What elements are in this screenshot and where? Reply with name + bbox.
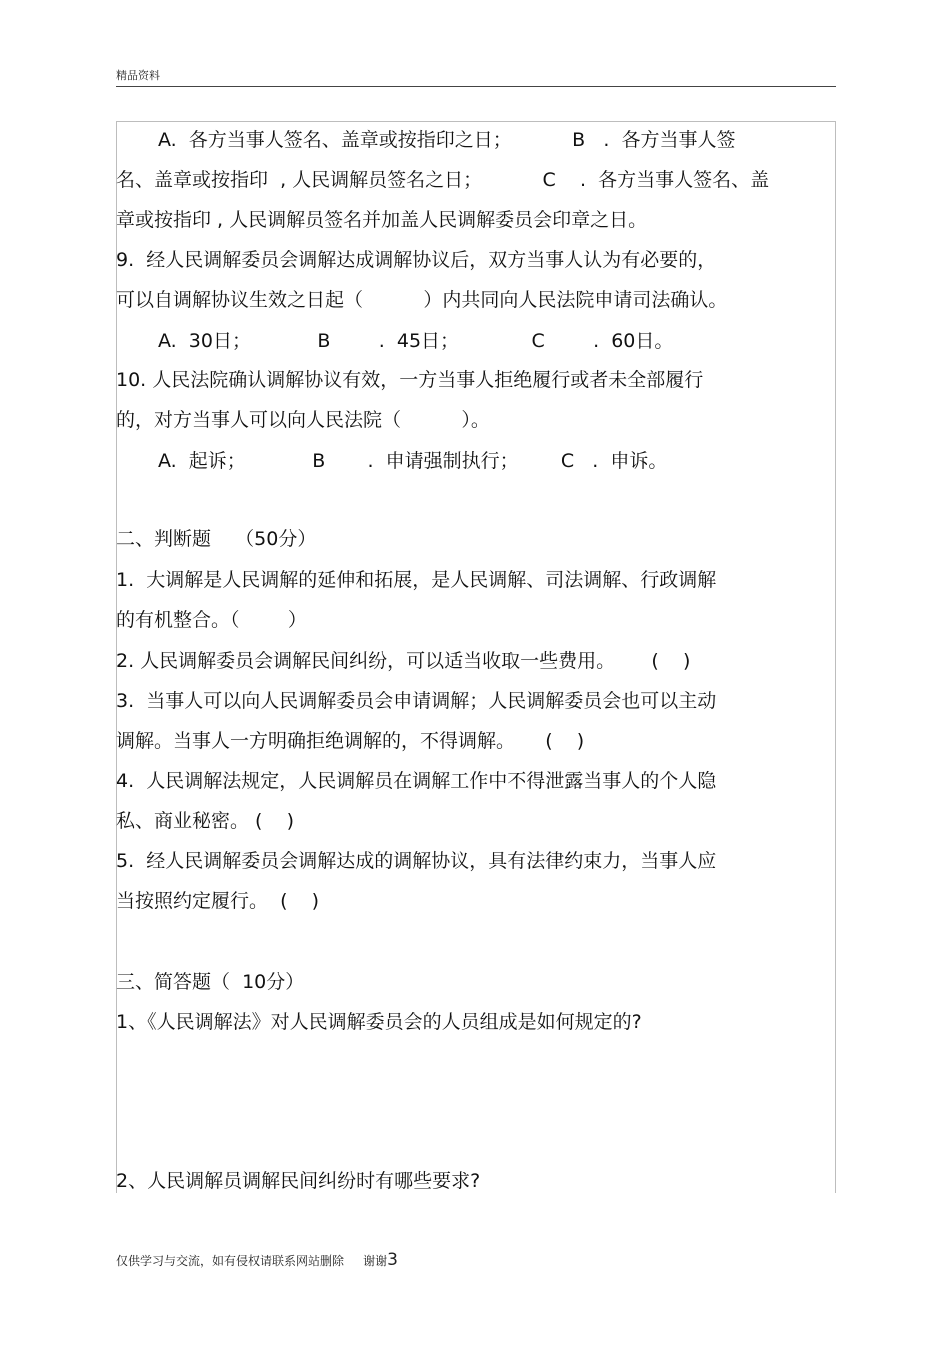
q8-option-c-end: 章或按指印 , 人民调解员签名并加盖人民调解委员会印章之日。 (116, 209, 648, 231)
content-frame-top (116, 121, 836, 122)
footer-note: 仅供学习与交流，如有侵权请联系网站删除 谢谢 (116, 1254, 388, 1268)
content-frame-right (835, 121, 836, 1193)
section-2-heading: 二、判断题 （50分） (116, 528, 317, 550)
q9-line-1: 9. 经人民调解委员会调解达成调解协议后，双方当事人认为有必要的， (116, 249, 717, 271)
header-title: 精品资料 (116, 69, 160, 82)
tf3-line-2: 调解。当事人一方明确拒绝调解的，不得调解。 ( ) (116, 730, 585, 752)
page-footer (116, 1250, 398, 1270)
section-3-heading: 三、简答题（ 10分） (116, 971, 305, 993)
page-number: 3 (387, 1250, 398, 1270)
tf2: 2. 人民调解委员会调解民间纠纷，可以适当收取一些费用。 ( ) (116, 650, 691, 672)
header-divider (116, 86, 836, 87)
tf5-line-2: 当按照约定履行。 ( ) (116, 890, 320, 912)
tf1-line-2: 的有机整合。（ ） (116, 609, 307, 631)
q8-option-b-c: 名、盖章或按指印 , 人民调解员签名之日； C . 各方当事人签名、盖 (116, 169, 770, 191)
tf4-line-1: 4. 人民调解法规定，人民调解员在调解工作中不得泄露当事人的个人隐 (116, 770, 717, 792)
tf3-line-1: 3. 当事人可以向人民调解委员会申请调解；人民调解委员会也可以主动 (116, 690, 717, 712)
q9-line-2: 可以自调解协议生效之日起（ ）内共同向人民法院申请司法确认。 (116, 289, 728, 311)
q10-options: A. 起诉； B . 申请强制执行； C . 申诉。 (158, 450, 668, 472)
tf5-line-1: 5. 经人民调解委员会调解达成的调解协议，具有法律约束力，当事人应 (116, 850, 717, 872)
sa-question-2: 2、人民调解员调解民间纠纷时有哪些要求? (116, 1170, 481, 1192)
q10-line-1: 10. 人民法院确认调解协议有效，一方当事人拒绝履行或者未全部履行 (116, 369, 704, 391)
tf1-line-1: 1. 大调解是人民调解的延伸和拓展，是人民调解、司法调解、行政调解 (116, 569, 717, 591)
sa-question-1: 1、《人民调解法》对人民调解委员会的人员组成是如何规定的? (116, 1011, 642, 1033)
q10-line-2: 的，对方当事人可以向人民法院（ ）。 (116, 409, 490, 431)
tf4-line-2: 私、商业秘密。 ( ) (116, 810, 295, 832)
q9-options: A. 30日； B . 45日； C . 60日。 (158, 330, 674, 352)
q8-option-a-b: A. 各方当事人签名、盖章或按指印之日； B . 各方当事人签 (158, 129, 736, 151)
